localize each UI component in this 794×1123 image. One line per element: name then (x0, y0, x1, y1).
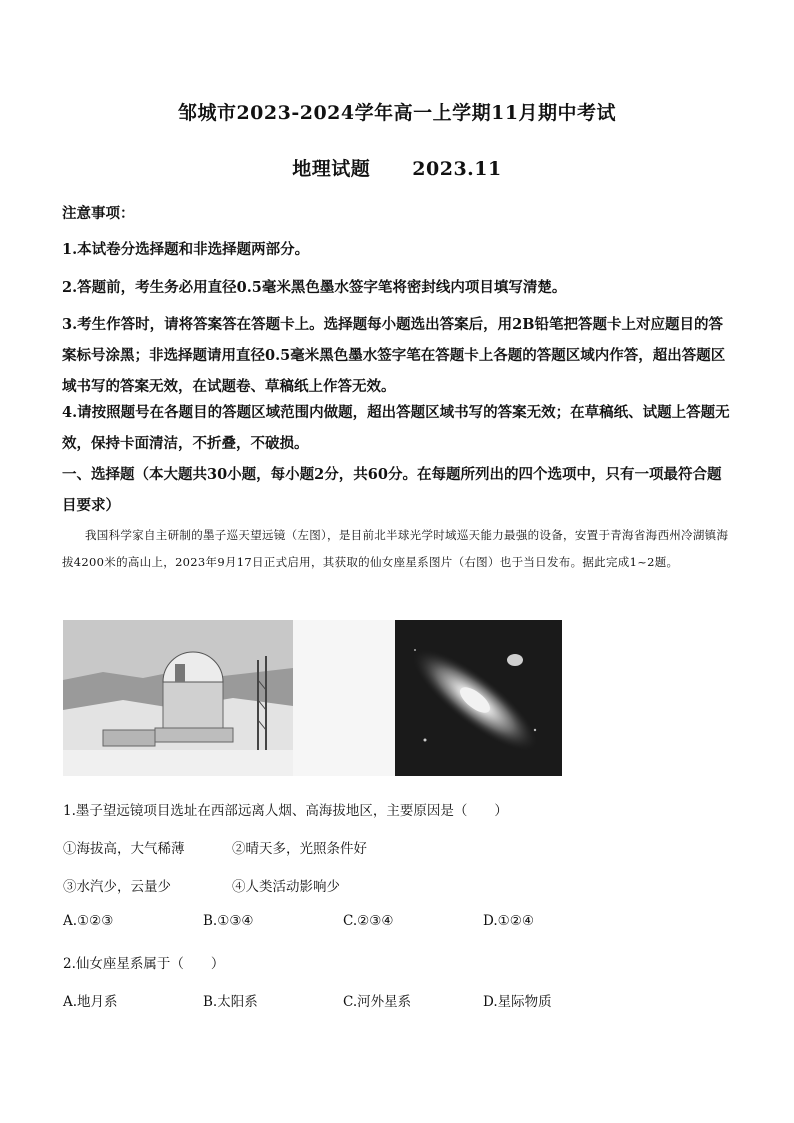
galaxy-photo (395, 620, 562, 776)
q1-option-c[interactable]: C.②③④ (343, 913, 394, 929)
section-heading: 一、选择题（本大题共30小题，每小题2分，共60分。在每题所列出的四个选项中，只有一项最符合题目要求） (62, 466, 722, 514)
q1-option-b[interactable]: B.①③④ (203, 913, 254, 929)
exam-date: 2023.11 (412, 158, 502, 180)
question-2-stem: 2.仙女座星系属于（ ） (63, 956, 225, 972)
question-1-stem: 1.墨子望远镜项目选址在西部远离人烟、高海拔地区，主要原因是（ ） (63, 803, 508, 819)
note-item-2: 2.答题前，考生务必用直径0.5毫米黑色墨水签字笔将密封线内项目填写清楚。 (62, 279, 567, 296)
passage-text: 我国科学家自主研制的墨子巡天望远镜（左图），是目前北半球光学时域巡天能力最强的设备，安置于青海省海西州冷湖镇海拔4200米的高山上，2023年9月17日正式启用，其获取的仙女座星系图片（右图）也于当日发布。据此完成1~2题。 (62, 528, 729, 569)
subject-label: 地理试题 (292, 158, 371, 180)
note-item-4: 4.请按照题号在各题目的答题区域范围内做题，超出答题区域书写的答案无效；在草稿纸、试题上答题无效，保持卡面清洁，不折叠，不破损。 (62, 404, 730, 452)
exam-title: 邹城市2023-2024学年高一上学期11月期中考试 (177, 102, 617, 124)
exam-subtitle (0, 154, 794, 181)
q1-statement-3: ③水汽少，云量少 (63, 879, 171, 895)
q1-option-d[interactable]: D.①②④ (483, 913, 534, 929)
note-item-1: 1.本试卷分选择题和非选择题两部分。 (62, 241, 310, 258)
q1-statement-2: ②晴天多，光照条件好 (232, 841, 367, 857)
q2-option-b[interactable]: B.太阳系 (203, 994, 258, 1010)
telescope-photo (63, 620, 293, 776)
q2-option-a[interactable]: A.地月系 (63, 994, 118, 1010)
q1-statement-4: ④人类活动影响少 (232, 879, 340, 895)
q1-option-a[interactable]: A.①②③ (63, 913, 114, 929)
note-item-3: 3.考生作答时，请将答案答在答题卡上。选择题每小题选出答案后，用2B铅笔把答题卡上对应题目的答案标号涂黑；非选择题请用直径0.5毫米黑色墨水签字笔在答题卡上各题的答题区域内作答，超出答题区域书写的答案无效，在试题卷、草稿纸上作答无效。 (62, 316, 726, 395)
q2-option-c[interactable]: C.河外星系 (343, 994, 412, 1010)
notes-heading: 注意事项： (62, 205, 135, 222)
figure-divider (293, 620, 395, 776)
q2-option-d[interactable]: D.星际物质 (483, 994, 552, 1010)
q1-statement-1: ①海拔高，大气稀薄 (63, 841, 185, 857)
